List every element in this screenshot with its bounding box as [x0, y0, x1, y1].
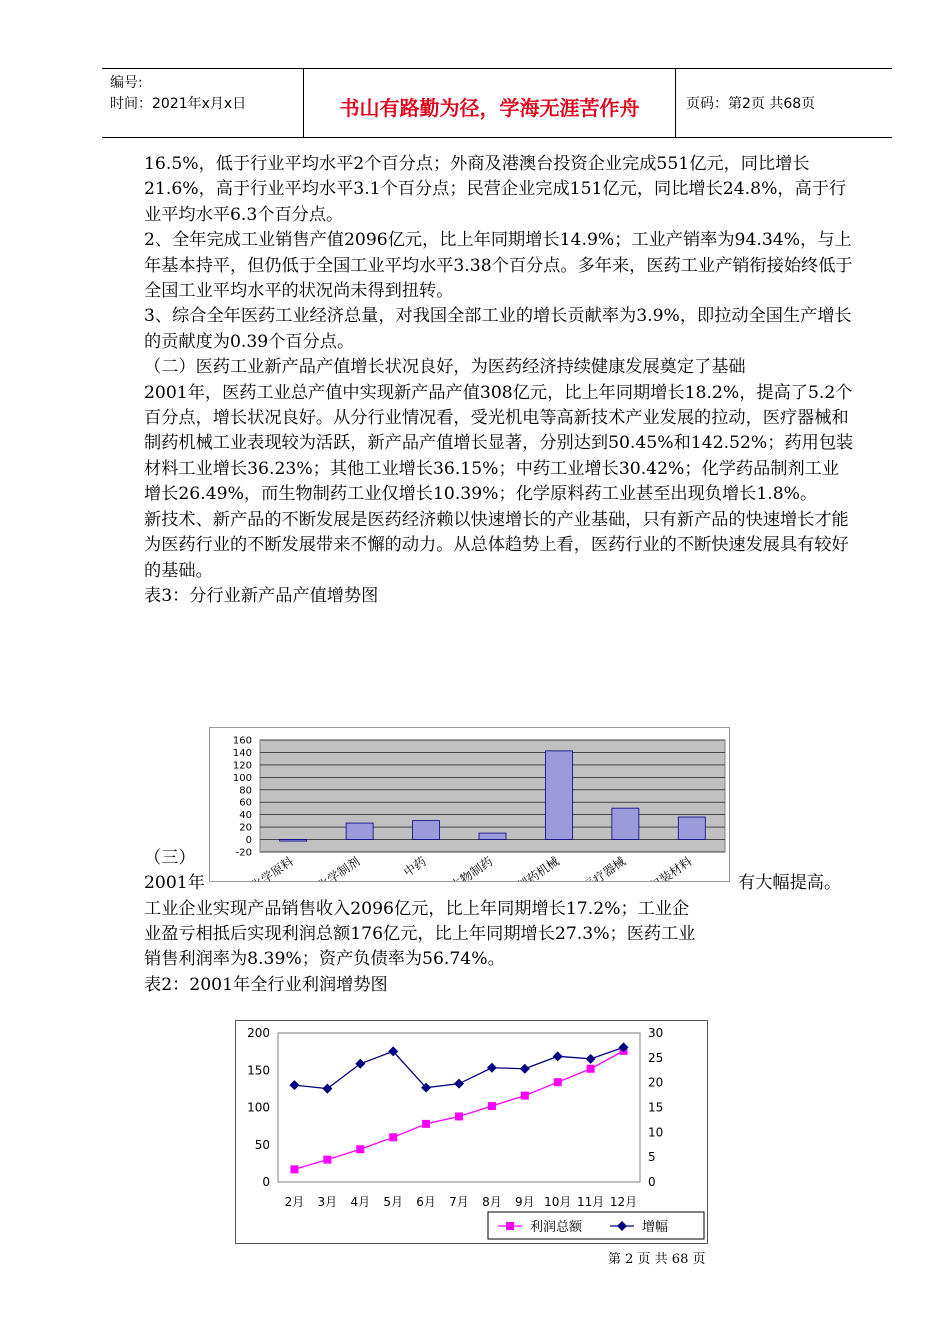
y-right-tick-label: 5 — [648, 1150, 656, 1165]
section-heading: （二）医药工业新产品产值增长状况良好，为医药经济持续健康发展奠定了基础 — [144, 357, 746, 378]
data-point — [554, 1078, 562, 1086]
header-left — [110, 73, 246, 115]
data-point — [587, 1065, 595, 1073]
paragraph: 2001年，医药工业总产值中实现新产品产值308亿元，比上年同期增长18.2%，提高了5.2个百分点，增长状况良好。从分行业情况看，受光机电等高新技术产业发展的拉动，医疗器械和制药机械工业表现较为活跃，新产品产值增长显著，分别达到50.45%和142.52%；药用包装材料工业增长36.23%；其他工业增长36.15%；中药工业增长30.42%；化学药品制剂工业增长26.49%，而生物制药工业仅增长10.39%；化学原料药工业甚至出现负增长1.8%。 — [144, 382, 854, 505]
x-tick-label: 中药 — [401, 854, 429, 880]
bar — [545, 751, 572, 840]
bar — [479, 833, 506, 839]
x-tick-label: 10月 — [544, 1195, 572, 1209]
x-tick-label: 2月 — [284, 1195, 305, 1209]
y-tick-label: 20 — [239, 822, 252, 834]
y-tick-label: 40 — [239, 810, 252, 822]
data-point — [488, 1102, 496, 1110]
line-chart-svg — [236, 1021, 707, 1243]
bar-chart-svg — [210, 728, 729, 881]
data-point — [389, 1133, 397, 1141]
bar — [612, 808, 639, 839]
body-text — [144, 152, 856, 609]
y-left-tick-label: 200 — [247, 1026, 270, 1040]
y-left-tick-label: 150 — [247, 1063, 270, 1078]
x-tick-label: 11月 — [576, 1195, 605, 1209]
x-tick-label: 7月 — [449, 1195, 469, 1209]
y-tick-label: 80 — [239, 785, 252, 797]
x-tick-label: 3月 — [317, 1195, 338, 1209]
y-tick-label: 60 — [239, 797, 252, 809]
page-label: 页码：第2页 共68页 — [686, 96, 816, 112]
bar — [346, 823, 373, 839]
x-tick-label: 化学原料 — [248, 854, 296, 881]
y-tick-label: -20 — [235, 847, 252, 859]
x-tick-label: 6月 — [416, 1195, 436, 1209]
y-right-tick-label: 20 — [648, 1075, 664, 1090]
section3-heading: （三） — [144, 848, 196, 868]
y-right-tick-label: 15 — [648, 1100, 664, 1115]
y-right-tick-label: 30 — [648, 1026, 664, 1040]
motto: 书山有路勤为径，学海无涯苦作舟 — [303, 69, 676, 137]
y-right-tick-label: 10 — [648, 1125, 664, 1140]
x-tick-label: 8月 — [482, 1195, 502, 1209]
y-tick-label: 160 — [232, 735, 252, 747]
y-tick-label: 120 — [232, 760, 252, 772]
time-label: 时间：2021年x月x日 — [110, 96, 247, 112]
x-tick-label: 包装材料 — [647, 854, 695, 881]
bar — [413, 821, 440, 840]
x-tick-label: 4月 — [350, 1195, 371, 1209]
section3-line1-end: 有大幅提高。 — [738, 873, 842, 893]
data-point — [323, 1156, 331, 1164]
y-tick-label: 100 — [232, 772, 252, 784]
data-point — [422, 1120, 430, 1128]
data-point — [356, 1145, 364, 1153]
y-right-tick-label: 0 — [648, 1175, 656, 1189]
y-left-tick-label: 0 — [262, 1175, 270, 1189]
data-point — [521, 1092, 529, 1100]
bar-chart — [209, 727, 730, 882]
y-left-tick-label: 50 — [254, 1137, 270, 1152]
x-tick-label: 12月 — [609, 1195, 638, 1209]
legend-marker — [506, 1222, 514, 1230]
paragraph: 16.5%，低于行业平均水平2个百分点；外商及港澳台投资企业完成551亿元，同比增长21.6%，高于行业平均水平3.1个百分点；民营企业完成151亿元，同比增长24.8%，高于行业平均水平6.3个百分点。 — [144, 154, 847, 225]
bar — [678, 817, 705, 840]
y-tick-label: 0 — [245, 835, 252, 847]
chart-caption: 表3：分行业新产品产值增势图 — [144, 585, 379, 606]
x-tick-label: 生物制药 — [447, 854, 496, 881]
section3-rest — [144, 922, 856, 998]
legend-label: 增幅 — [642, 1220, 669, 1235]
paragraph: 2、全年完成工业销售产值2096亿元，比上年同期增长14.9%；工业产销率为94.34%，与上年基本持平，但仍低于全国工业平均水平3.38个百分点。多年来，医药工业产销衔接始终低于全国工业平均水平的状况尚未得到扭转。 — [144, 230, 853, 302]
section3-line1-start: 2001年 — [144, 873, 205, 893]
x-tick-label: 9月 — [514, 1195, 535, 1209]
section3-line4: 销售利润率为8.39%；资产负债率为56.74%。 — [144, 949, 505, 970]
plot-area — [278, 1033, 640, 1182]
x-tick-label: 医疗器械 — [580, 854, 629, 881]
section3-line3: 业盈亏相抵后实现利润总额176亿元，比上年同期增长27.3%；医药工业 — [144, 924, 696, 944]
legend-label: 利润总额 — [530, 1220, 583, 1235]
y-right-tick-label: 25 — [648, 1050, 664, 1065]
legend — [488, 1212, 704, 1239]
chart-caption: 表2：2001年全行业利润增势图 — [144, 974, 388, 995]
paragraph: 新技术、新产品的不断发展是医药经济赖以快速增长的产业基础，只有新产品的快速增长才能为医药行业的不断发展带来不懈的动力。从总体趋势上看，医药行业的不断快速发展具有较好的基础。 — [144, 509, 849, 581]
line-chart — [235, 1020, 708, 1244]
data-point — [455, 1112, 463, 1120]
page-header — [102, 68, 892, 138]
page-footer: 第 2 页 共 68 页 — [608, 1252, 706, 1267]
x-tick-label: 5月 — [383, 1195, 404, 1209]
bar — [280, 840, 307, 842]
data-point — [290, 1165, 298, 1173]
y-left-tick-label: 100 — [247, 1100, 270, 1115]
y-tick-label: 140 — [232, 747, 252, 759]
section3-line2: 工业企业实现产品销售收入2096亿元，比上年同期增长17.2%；工业企 — [144, 899, 690, 919]
paragraph: 3、综合全年医药工业经济总量，对我国全部工业的增长贡献率为3.9%，即拉动全国生产增长的贡献度为0.39个百分点。 — [144, 306, 852, 352]
number-label: 编号: — [110, 75, 143, 91]
x-tick-label: 制药机械 — [514, 854, 562, 881]
x-tick-label: 化学制剂 — [315, 854, 363, 881]
